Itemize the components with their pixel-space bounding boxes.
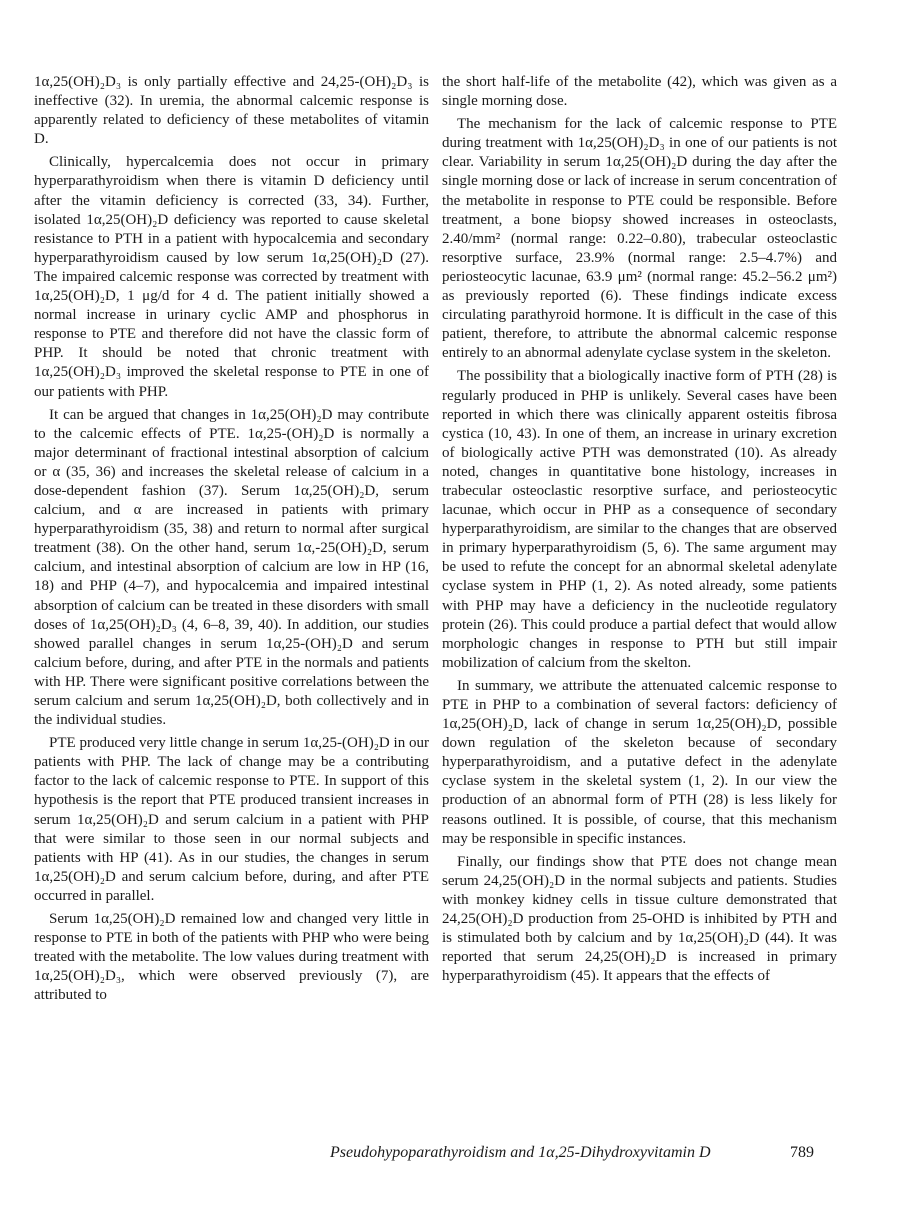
paragraph: 1α,25(OH)₂D₃ is only partially effective and 24,25-(OH)₂D₃ is ineffective (32). In uremia, the abnormal calcemic response is apparently related to deficiency of these metabolites of vitamin D. xyxy=(34,74,429,148)
paragraph: Serum 1α,25(OH)₂D remained low and changed very little in response to PTE in both of the patients with PHP who were being treated with the metabolite. The low values during treatment with 1α,25(OH)₂D₃, which were observed previously (7), are attributed to xyxy=(34,911,429,1004)
left-column xyxy=(34,73,429,1010)
page-footer xyxy=(330,1144,830,1162)
paragraph: In summary, we attribute the attenuated calcemic response to PTE in PHP to a combination of several factors: deficiency of 1α,25(OH)₂D, lack of change in serum 1α,25(OH)₂D, possible down regulation of the skeleton because of secondary hyperparathyroidism, and a putative defect in the adenylate cyclase system in the skeletal system (1, 2). In our view the production of an abnormal form of PTH (28) is less likely for reasons outlined. It is possible, of course, that this mechanism may be responsible in specific instances. xyxy=(442,677,837,847)
right-column xyxy=(442,73,837,990)
paragraph: PTE produced very little change in serum 1α,25-(OH)₂D in our patients with PHP. The lack of change may be a contributing factor to the lack of calcemic response to PTE. In support of this hypothesis is the report that PTE produced transient increases in serum 1α,25(OH)₂D and serum calcium in a patient with PHP that were similar to those seen in our normal subjects and patients with HP (41). As in our studies, the changes in serum 1α,25(OH)₂D and serum calcium before, during, and after PTE occurred in parallel. xyxy=(34,735,429,904)
paragraph: The mechanism for the lack of calcemic response to PTE during treatment with 1α,25(OH)₂D₃ in one of our patients is not clear. Variability in serum 1α,25(OH)₂D during the day after the single morning dose or lack of increase in serum concentration of the metabolite in response to PTE could be responsible. Before treatment, a bone biopsy showed increases in osteoclasts, 2.40/mm² (normal range: 0.22–0.80), trabecular osteoclastic resorptive surface, 23.9% (normal range: 2.5–4.7%) and periosteocytic lacunae, 63.9 μm² (normal range: 45.2–56.2 μm²) as previously reported (6). These findings indicate excess circulating parathyroid hormone. It is difficult in the case of this patient, therefore, to attribute the abnormal calcemic response entirely to an abnormal adenylate cyclase system in the skeleton. xyxy=(442,116,837,362)
paragraph: the short half-life of the metabolite (42), which was given as a single morning dose. xyxy=(442,74,837,110)
paragraph: Clinically, hypercalcemia does not occur in primary hyperparathyroidism when there is vitamin D deficiency until after the vitamin deficiency is corrected (33, 34). Further, isolated 1α,25(OH)₂D deficiency was reported to cause skeletal resistance to PTH in a patient with hypocalcemia and secondary hyperparathyroidism caused by low serum 1α,25(OH)₂D (27). The impaired calcemic response was corrected by treatment with 1α,25(OH)₂D, 1 μg/d for 4 d. The patient initially showed a normal increase in urinary cyclic AMP and phosphorus in response to PTE and therefore did not have the classic form of PHP. It should be noted that chronic treatment with 1α,25(OH)₂D₃ improved the skeletal response to PTE in one of our patients with PHP. xyxy=(34,154,429,400)
paragraph: The possibility that a biologically inactive form of PTH (28) is regularly produced in PHP is unlikely. Several cases have been reported in which there was clinically apparent osteitis fibrosa cystica (10, 43). In one of them, an increase in urinary excretion of biologically active PTH was demonstrated (10). As already noted, changes in quantitative bone histology, increases in trabecular osteoclastic resorptive surface, and periosteocytic lacunae, which occur in PHP as a consequence of secondary hyperparathyroidism, are similar to the changes that are observed in primary hyperparathyroidism (5, 6). The same argument may be used to refute the concept for an abnormal skeletal adenylate cyclase system in PHP (1, 2). As noted already, some patients with PHP may have a deficiency in the nucleotide regulatory protein (26). This could produce a partial defect that would allow morphologic changes in response to PTH but still impair mobilization of calcium from the skelton. xyxy=(442,368,837,671)
page-number: 789 xyxy=(790,1144,814,1161)
paragraph: Finally, our findings show that PTE does not change mean serum 24,25(OH)₂D in the normal subjects and patients. Studies with monkey kidney cells in tissue culture demonstrated that 24,25(OH)₂D production from 25-OHD is inhibited by PTH and is stimulated both by calcium and by 1α,25(OH)₂D (44). It was reported that serum 24,25(OH)₂D is increased in primary hyperparathyroidism (45). It appears that the effects of xyxy=(442,853,837,985)
paragraph: It can be argued that changes in 1α,25(OH)₂D may contribute to the calcemic effects of PTE. 1α,25-(OH)₂D is normally a major determinant of fractional intestinal absorption of calcium or α (35, 36) and increases the skeletal release of calcium in a dose-dependent fashion (37). Serum 1α,25(OH)₂D, serum calcium, and α are increased in patients with primary hyperparathyroidism (35, 38) and return to normal after surgical treatment (38). On the other hand, serum 1α,-25(OH)₂D, serum calcium, and intestinal absorption of calcium are low in HP (16, 18) and PHP (4–7), and hypocalcemia and impaired intestinal absorption of calcium can be treated in these disorders with small doses of 1α,25(OH)₂D₃ (4, 6–8, 39, 40). In addition, our studies showed parallel changes in serum 1α,25-(OH)₂D and serum calcium before, during, and after PTE in the normals and patients with HP. There were significant positive correlations between the serum calcium and serum 1α,25(OH)₂D, both collectively and in the individual studies. xyxy=(34,406,429,729)
running-title: Pseudohypoparathyroidism and 1α,25-Dihydroxyvitamin D xyxy=(330,1144,711,1161)
